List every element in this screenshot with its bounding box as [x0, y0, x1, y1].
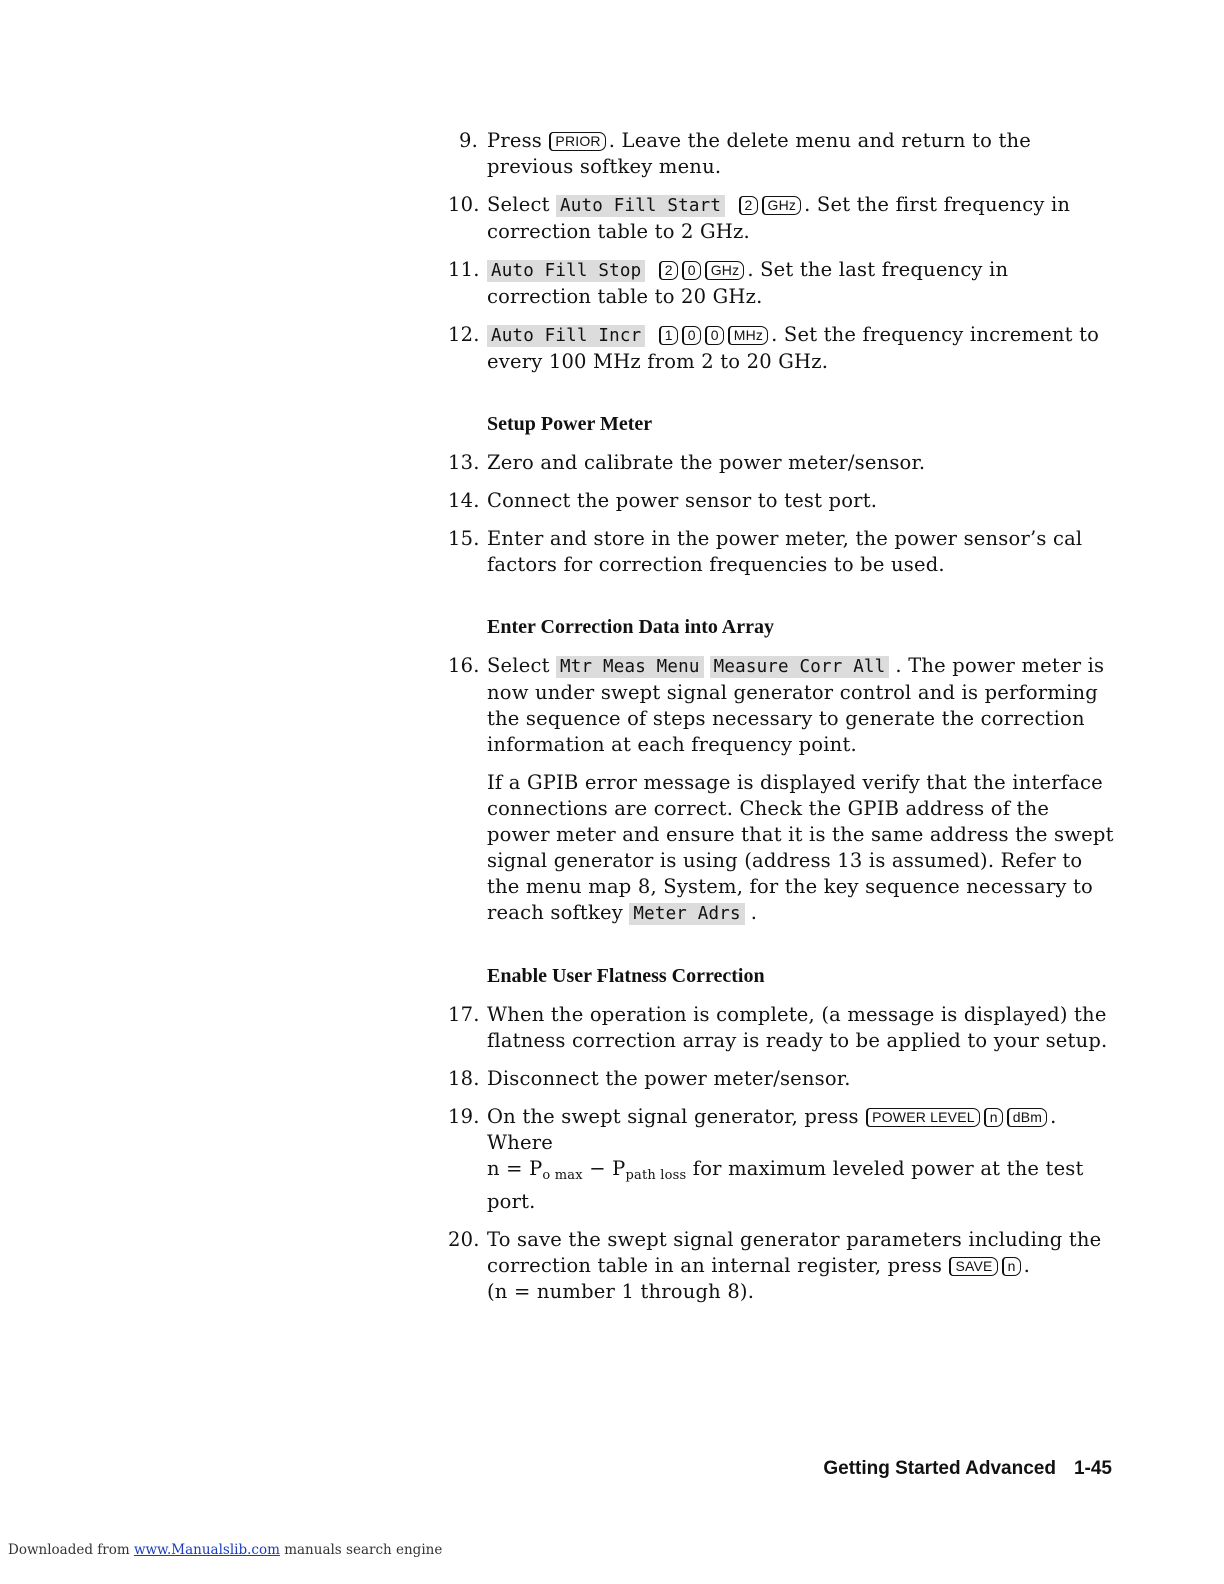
save-key: SAVE [949, 1257, 997, 1276]
step-text: . Set the frequency increment to every 100 MHz from 2 to 20 GHz. [487, 323, 1100, 373]
step-text: Disconnect the power meter/sensor. [487, 1067, 851, 1090]
eq-rest: for maximum leveled power at the test port. [487, 1157, 1084, 1213]
key-ghz: GHz [762, 196, 802, 215]
step-number: 13. [448, 451, 480, 474]
step-text: On the swept signal generator, press [487, 1105, 859, 1128]
step-number: 12. [448, 323, 480, 346]
note-end: . [750, 901, 758, 924]
footer-section: Getting Started Advanced [823, 1458, 1056, 1479]
step-text: Press [487, 129, 542, 152]
key-2: 2 [739, 196, 758, 215]
download-suffix: manuals search engine [284, 1542, 443, 1558]
step-text: To save the swept signal generator parameters including the correction table in an internal register, press [487, 1228, 1102, 1277]
step-text: Enter and store in the power meter, the power sensor’s cal factors for correction frequencies to be used. [487, 527, 1083, 576]
step-number: 9. [458, 129, 478, 152]
step-number: 16. [448, 654, 480, 677]
step-15 [448, 526, 1118, 578]
key-n: n [1002, 1257, 1021, 1276]
heading-setup-power-meter: Setup Power Meter [487, 413, 653, 435]
step-19 [448, 1104, 1118, 1215]
download-prefix: Downloaded from [8, 1542, 130, 1558]
step-text: Connect the power sensor to test port. [487, 489, 878, 512]
step-number: 19. [448, 1105, 480, 1128]
step-end: . [1023, 1254, 1030, 1277]
page-number: 1-45 [1073, 1458, 1112, 1479]
key-ghz: GHz [705, 261, 745, 280]
step-text: . Leave the delete menu and return to the previous softkey menu. [487, 129, 1031, 178]
step-10 [448, 192, 1118, 245]
power-level-key: POWER LEVEL [866, 1108, 980, 1127]
softkey-auto-fill-incr: Auto Fill Incr [487, 325, 645, 347]
step-text: . The power meter is now under swept signal generator control and is performing the sequence of steps necessary to generate the correction information at each frequency point. [487, 654, 1105, 756]
key-n: n [984, 1108, 1003, 1127]
step-number: 18. [448, 1067, 480, 1090]
prior-key: PRIOR [549, 132, 605, 151]
step-number: 14. [448, 489, 480, 512]
step-text: Select [487, 654, 550, 677]
step-number: 10. [448, 193, 480, 216]
key-0: 0 [705, 326, 724, 345]
softkey-meter-adrs: Meter Adrs [629, 903, 744, 925]
step-text: . Where [487, 1105, 1057, 1154]
softkey-auto-fill-stop: Auto Fill Stop [487, 260, 645, 282]
step-17 [448, 1002, 1118, 1054]
content-column [448, 128, 1118, 1317]
key-1: 1 [659, 326, 678, 345]
step-14 [448, 488, 1118, 514]
note-text: If a GPIB error message is displayed verify that the interface connections are correct. Check the GPIB address of the power meter and ensure that it is the same address the swept signal generator is using (address 13 is assumed). Refer to the menu map 8, System, for the key sequence necessary to reach softkey [487, 771, 1114, 924]
step-20 [448, 1227, 1118, 1305]
gpib-note [448, 770, 1118, 927]
softkey-auto-fill-start: Auto Fill Start [556, 195, 725, 217]
step-number: 11. [448, 258, 480, 281]
step-12 [448, 322, 1118, 375]
key-0: 0 [682, 326, 701, 345]
eq-lhs: n = P [487, 1157, 543, 1180]
key-2: 2 [659, 261, 678, 280]
subscript-o-max: o max [542, 1168, 583, 1183]
step-number: 15. [448, 527, 480, 550]
manualslib-link[interactable]: www.Manualslib.com [133, 1542, 280, 1558]
heading-enable-flatness: Enable User Flatness Correction [487, 965, 765, 987]
softkey-mtr-meas-menu: Mtr Meas Menu [556, 656, 704, 678]
step-number: 17. [448, 1003, 480, 1026]
step-number: 20. [448, 1228, 480, 1251]
step-11 [448, 257, 1118, 310]
softkey-measure-corr-all: Measure Corr All [710, 656, 890, 678]
step-text: Select [487, 193, 550, 216]
subscript-path-loss: path loss [625, 1168, 687, 1183]
step-16 [448, 653, 1118, 758]
key-0: 0 [682, 261, 701, 280]
download-banner [8, 1542, 442, 1558]
step-13 [448, 450, 1118, 476]
step-text: . Set the first frequency in correction table to 2 GHz. [487, 193, 1071, 243]
step-text: When the operation is complete, (a message is displayed) the flatness correction array is ready to be applied to your setup. [487, 1003, 1108, 1052]
key-dbm: dBm [1007, 1108, 1047, 1127]
eq-minus: − P [582, 1157, 626, 1180]
key-mhz: MHz [728, 326, 768, 345]
heading-enter-correction-data: Enter Correction Data into Array [487, 616, 774, 638]
step-9 [448, 128, 1118, 180]
equation [487, 1157, 1084, 1213]
step-note: (n = number 1 through 8). [487, 1280, 755, 1303]
step-text: Zero and calibrate the power meter/sensor. [487, 451, 926, 474]
page-footer [823, 1458, 1112, 1480]
step-18 [448, 1066, 1118, 1092]
step-text: . Set the last frequency in correction table to 20 GHz. [487, 258, 1009, 308]
